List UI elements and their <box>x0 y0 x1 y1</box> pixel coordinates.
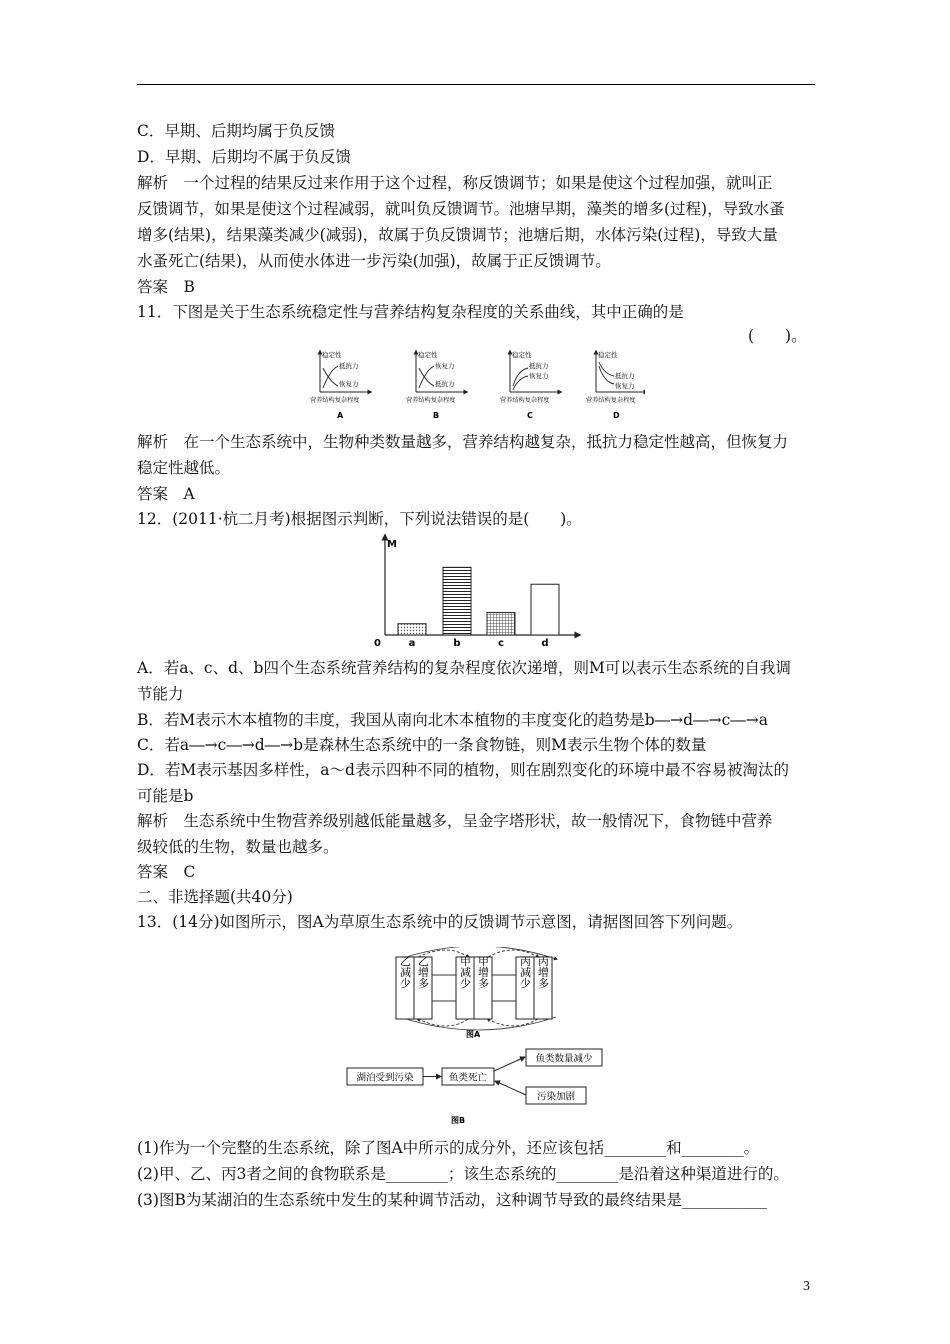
tick-label-b: b <box>453 638 461 649</box>
graph-b <box>406 350 466 420</box>
section-heading: 二、非选择题(共40分) <box>137 888 293 906</box>
analysis-q11-line1: 解析 在一个生态系统中，生物种类数量越多，营养结构越复杂，抵抗力稳定性越高，但恢复力 <box>137 433 789 451</box>
analysis-q10-line4: 水蚤死亡(结果)，从而使水体进一步污染(加强)，故属于正反馈调节。 <box>137 252 611 270</box>
graph-a-curve1: 抵抗力 <box>339 362 359 370</box>
graph-d <box>586 350 645 420</box>
option-b-q12: B．若M表示木本植物的丰度，我国从南向北木本植物的丰度变化的趋势是b―→d―→c―→a <box>137 711 768 729</box>
box-yi-decrease: 乙减少 <box>398 955 412 989</box>
subquestion-1: (1)作为一个完整的生态系统，除了图A中所示的成分外，还应该包括________和________。 <box>137 1139 760 1157</box>
q11-answer-paren: ( )。 <box>748 327 807 345</box>
tick-label-a: a <box>408 638 416 649</box>
bar-b <box>443 567 471 635</box>
header-rule <box>137 84 815 85</box>
box-lake-polluted: 湖泊受到污染 <box>356 1072 414 1084</box>
graph-c-curve1: 抵抗力 <box>529 362 549 370</box>
origin-label: 0 <box>374 638 381 649</box>
bar-c <box>487 612 515 635</box>
option-d-q12-line1: D．若M表示基因多样性，a～d表示四种不同的植物，则在剧烈变化的环境中最不容易被淘汰的 <box>137 761 789 779</box>
graph-d-curve2: 恢复力 <box>615 382 635 390</box>
analysis-q11-line2: 稳定性越低。 <box>137 459 231 477</box>
analysis-q10-line3: 增多(结果)，结果藻类减少(减弱)，故属于负反馈调节；池塘后期，水体污染(过程)，导致大量 <box>137 226 778 244</box>
option-d-q10: D．早期、后期均不属于负反馈 <box>137 148 351 166</box>
option-a-q12-line2: 节能力 <box>137 685 184 703</box>
question-11: 11．下图是关于生态系统稳定性与营养结构复杂程度的关系曲线，其中正确的是 <box>137 303 684 321</box>
box-fish-death: 鱼类死亡 <box>448 1072 488 1084</box>
option-a-q12-line1: A．若a、c、d、b四个生态系统营养结构的复杂程度依次递增，则M可以表示生态系统的自我调 <box>137 659 791 677</box>
graph-a-ylabel: 稳定性 <box>322 351 342 359</box>
graph-d-letter: D <box>613 411 620 420</box>
graph-b-xlabel: 营养结构复杂程度 <box>406 397 456 404</box>
graph-c-xlabel: 营养结构复杂程度 <box>500 397 550 404</box>
page-number: 3 <box>803 1279 810 1294</box>
answer-q12: 答案 C <box>137 863 196 881</box>
graph-c <box>500 350 560 420</box>
tick-label-c: c <box>498 638 504 649</box>
graph-b-curve2: 恢复力 <box>435 362 455 370</box>
box-jia-increase: 甲增多 <box>476 955 490 989</box>
tick-label-d: d <box>541 638 549 649</box>
graph-a-letter: A <box>337 411 344 420</box>
graph-a-xlabel: 营养结构复杂程度 <box>310 397 360 404</box>
analysis-q12-line1: 解析 生态系统中生物营养级别越低能量越多，呈金字塔形状，故一般情况下，食物链中营养 <box>137 812 773 830</box>
question-13: 13．(14分)如图所示，图A为草原生态系统中的反馈调节示意图，请据图回答下列问题。 <box>137 913 743 931</box>
graph-b-curve1: 抵抗力 <box>435 380 455 388</box>
analysis-q12-line2: 级较低的生物，数量也越多。 <box>137 838 339 856</box>
option-c-q10: C．早期、后期均属于负反馈 <box>137 122 335 140</box>
y-axis-label: M <box>387 539 397 550</box>
bar-a <box>398 624 426 635</box>
box-yi-increase: 乙增多 <box>416 955 430 989</box>
box-pollution-worse: 污染加剧 <box>536 1091 576 1103</box>
option-d-q12-line2: 可能是b <box>137 787 194 805</box>
q11-graphs <box>300 348 645 426</box>
figure-a-label: 图A <box>466 1030 481 1039</box>
graph-d-xlabel: 营养结构复杂程度 <box>586 397 636 404</box>
box-jia-decrease: 甲减少 <box>458 955 472 989</box>
graph-d-curve1: 抵抗力 <box>615 372 635 380</box>
box-fish-decrease: 鱼类数量减少 <box>535 1053 593 1065</box>
graph-b-letter: B <box>433 411 440 420</box>
figure-a <box>388 947 568 1039</box>
q12-bar-chart <box>370 533 585 651</box>
graph-b-ylabel: 稳定性 <box>418 351 438 359</box>
answer-q11: 答案 A <box>137 485 195 503</box>
analysis-q10-line1: 解析 一个过程的结果反过来作用于这个过程，称反馈调节；如果是使这个过程加强，就叫正 <box>137 174 773 192</box>
graph-c-letter: C <box>527 411 533 420</box>
graph-d-ylabel: 稳定性 <box>598 351 618 359</box>
subquestion-2: (2)甲、乙、丙3者之间的食物联系是________；该生态系统的________是沿着这种渠道进行的。 <box>137 1165 789 1183</box>
graph-c-ylabel: 稳定性 <box>512 351 532 359</box>
box-bing-decrease: 丙减少 <box>518 955 532 989</box>
figure-b <box>343 1045 608 1130</box>
graph-a-curve2: 恢复力 <box>339 380 359 388</box>
answer-q10: 答案 B <box>137 278 195 296</box>
graph-a <box>310 350 370 420</box>
option-c-q12: C．若a―→c―→d―→b是森林生态系统中的一条食物链，则M表示生物个体的数量 <box>137 736 707 754</box>
subquestion-3: (3)图B为某湖泊的生态系统中发生的某种调节活动，这种调节导致的最终结果是___________ <box>137 1191 768 1209</box>
question-12: 12．(2011·杭二月考)根据图示判断，下列说法错误的是( )。 <box>137 510 582 528</box>
analysis-q10-line2: 反馈调节，如果是使这个过程减弱，就叫负反馈调节。池塘早期，藻类的增多(过程)，导致水蚤 <box>137 200 785 218</box>
box-bing-increase: 丙增多 <box>536 955 550 989</box>
bar-d <box>531 584 559 635</box>
figure-b-label: 图B <box>451 1116 466 1125</box>
graph-c-curve2: 恢复力 <box>529 372 549 380</box>
